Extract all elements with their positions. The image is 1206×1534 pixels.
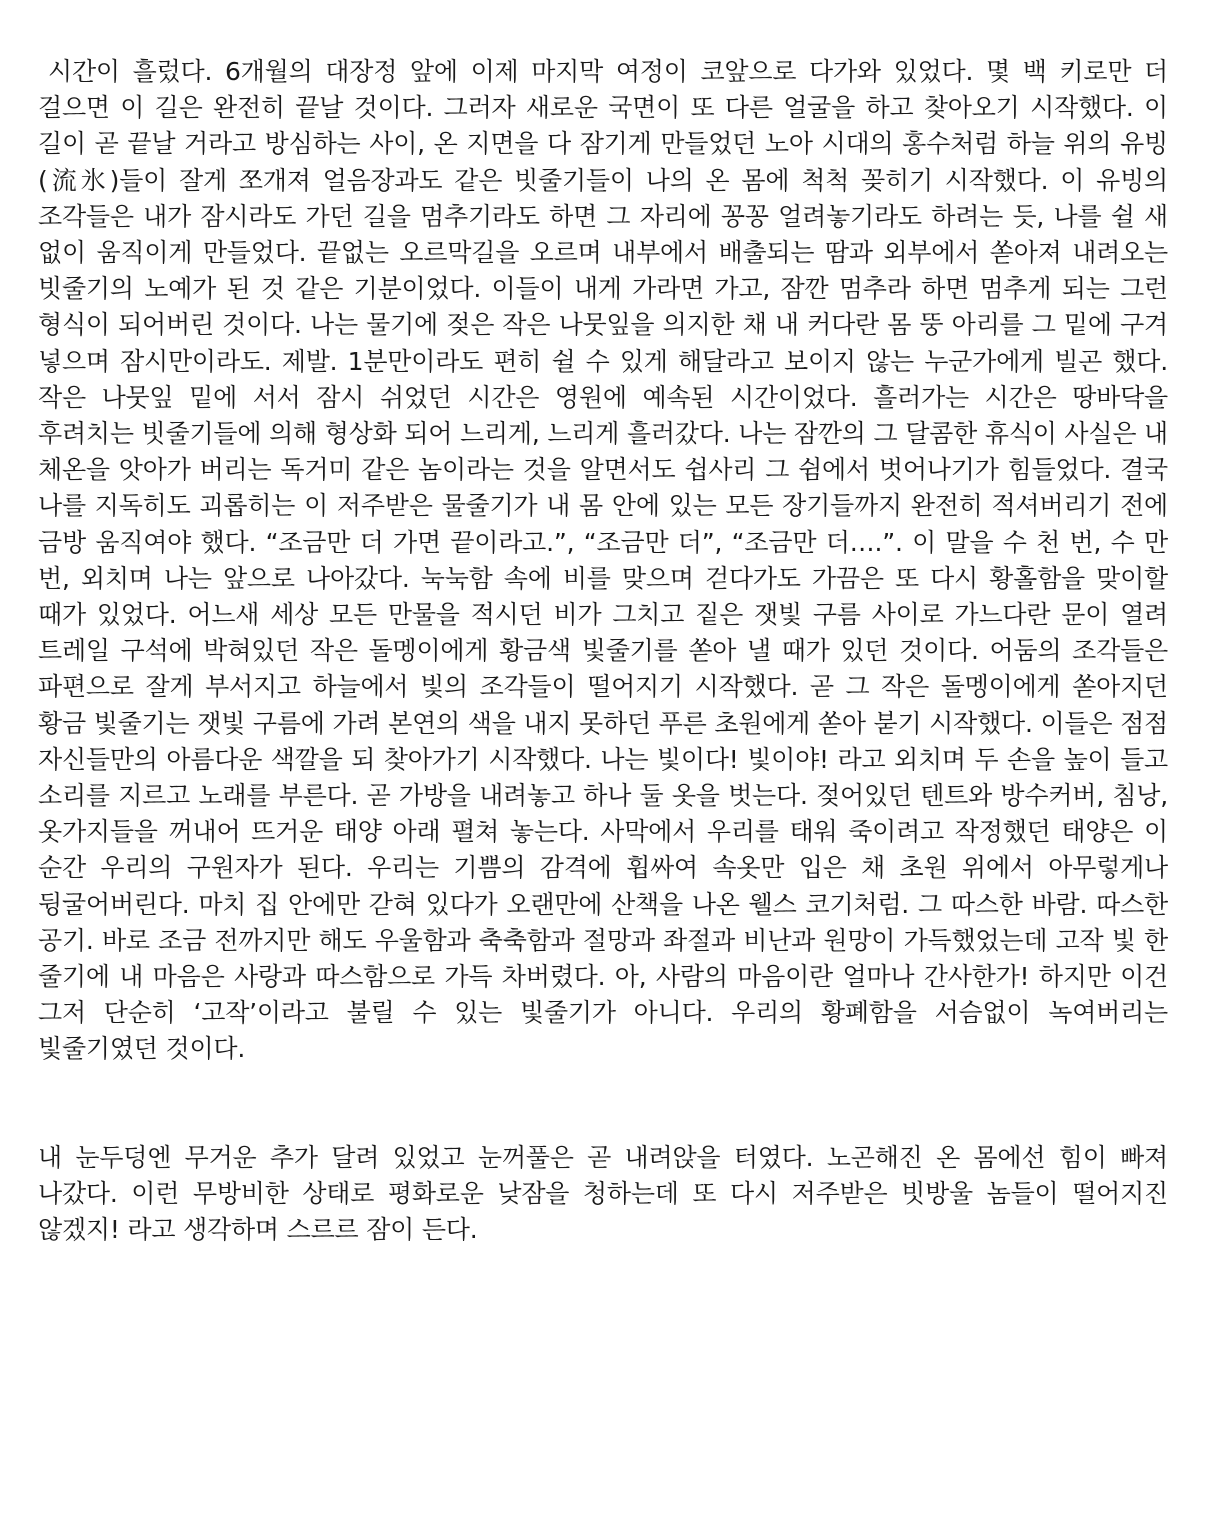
- body-paragraph-rain-and-light: 시간이 흘렀다. 6개월의 대장정 앞에 이제 마지막 여정이 코앞으로 다가와 있었다. 몇 백 키로만 더 걸으면 이 길은 완전히 끝날 것이다. 그러자 새로운 국면이 또 다른 얼굴을 하고 찾아오기 시작했다. 이 길이 곧 끝날 거라고 방심하는 사이, 온 지면을 다 잠기게 만들었던 노아 시대의 홍수처럼 하늘 위의 유빙(流氷)들이 잘게 쪼개져 얼음장과도 같은 빗줄기들이 나의 온 몸에 척척 꽂히기 시작했다. 이 유빙의 조각들은 내가 잠시라도 가던 길을 멈추기라도 하면 그 자리에 꽁꽁 얼려놓기라도 하려는 듯, 나를 쉴 새 없이 움직이게 만들었다. 끝없는 오르막길을 오르며 내부에서 배출되는 땀과 외부에서 쏟아져 내려오는 빗줄기의 노예가 된 것 같은 기분이었다. 이들이 내게 가라면 가고, 잠깐 멈추라 하면 멈추게 되는 그런 형식이 되어버린 것이다. 나는 물기에 젖은 작은 나뭇잎을 의지한 채 내 커다란 몸 뚱 아리를 그 밑에 구겨 넣으며 잠시만이라도. 제발. 1분만이라도 편히 쉴 수 있게 해달라고 보이지 않는 누군가에게 빌곤 했다. 작은 나뭇잎 밑에 서서 잠시 쉬었던 시간은 영원에 예속된 시간이었다. 흘러가는 시간은 땅바닥을 후려치는 빗줄기들에 의해 형상화 되어 느리게, 느리게 흘러갔다. 나는 잠깐의 그 달콤한 휴식이 사실은 내 체온을 앗아가 버리는 독거미 같은 놈이라는 것을 알면서도 쉽사리 그 쉼에서 벗어나기가 힘들었다. 결국 나를 지독히도 괴롭히는 이 저주받은 물줄기가 내 몸 안에 있는 모든 장기들까지 완전히 적셔버리기 전에 금방 움직여야 했다. “조금만 더 가면 끝이라고.”, “조금만 더”, “조금만 더….”. 이 말을 수 천 번, 수 만 번, 외치며 나는 앞으로 나아갔다. 눅눅함 속에 비를 맞으며 걷다가도 가끔은 또 다시 황홀함을 맞이할 때가 있었다. 어느새 세상 모든 만물을 적시던 비가 그치고 짙은 잿빛 구름 사이로 가느다란 문이 열려 트레일 구석에 박혀있던 작은 돌멩이에게 황금색 빛줄기를 쏟아 낼 때가 있던 것이다. 어둠의 조각들은 파편으로 잘게 부서지고 하늘에서 빛의 조각들이 떨어지기 시작했다. 곧 그 작은 돌멩이에게 쏟아지던 황금 빛줄기는 잿빛 구름에 가려 본연의 색을 내지 못하던 푸른 초원에게 쏟아 붇기 시작했다. 이들은 점점 자신들만의 아름다운 색깔을 되 찾아가기 시작했다. 나는 빛이다! 빛이야! 라고 외치며 두 손을 높이 들고 소리를 지르고 노래를 부른다. 곧 가방을 내려놓고 하나 둘 옷을 벗는다. 젖어있던 텐트와 방수커버, 침낭, 옷가지들을 꺼내어 뜨거운 태양 아래 펼쳐 놓는다. 사막에서 우리를 태워 죽이려고 작정했던 태양은 이 순간 우리의 구원자가 된다. 우리는 기쁨의 감격에 휩싸여 속옷만 입은 채 초원 위에서 아무렇게나 뒹굴어버린다. 마치 집 안에만 갇혀 있다가 오랜만에 산책을 나온 웰스 코기처럼. 그 따스한 바람. 따스한 공기. 바로 조금 전까지만 해도 우울함과 축축함과 절망과 좌절과 비난과 원망이 가득했었는데 고작 빛 한 줄기에 내 마음은 사랑과 따스함으로 가득 차버렸다. 아, 사람의 마음이란 얼마나 간사한가! 하지만 이건 그저 단순히 ‘고작’이라고 불릴 수 있는 빛줄기가 아니다. 우리의 황폐함을 서슴없이 녹여버리는 빛줄기였던 것이다.: [38, 57, 1168, 1064]
- document-page: [38, 54, 1168, 1248]
- body-paragraph-nap: 내 눈두덩엔 무거운 추가 달려 있었고 눈꺼풀은 곧 내려앉을 터였다. 노곤해진 온 몸에선 힘이 빠져 나갔다. 이런 무방비한 상태로 평화로운 낮잠을 청하는데 또 다시 저주받은 빗방울 놈들이 떨어지진 않겠지! 라고 생각하며 스르르 잠이 든다.: [38, 1142, 1168, 1245]
